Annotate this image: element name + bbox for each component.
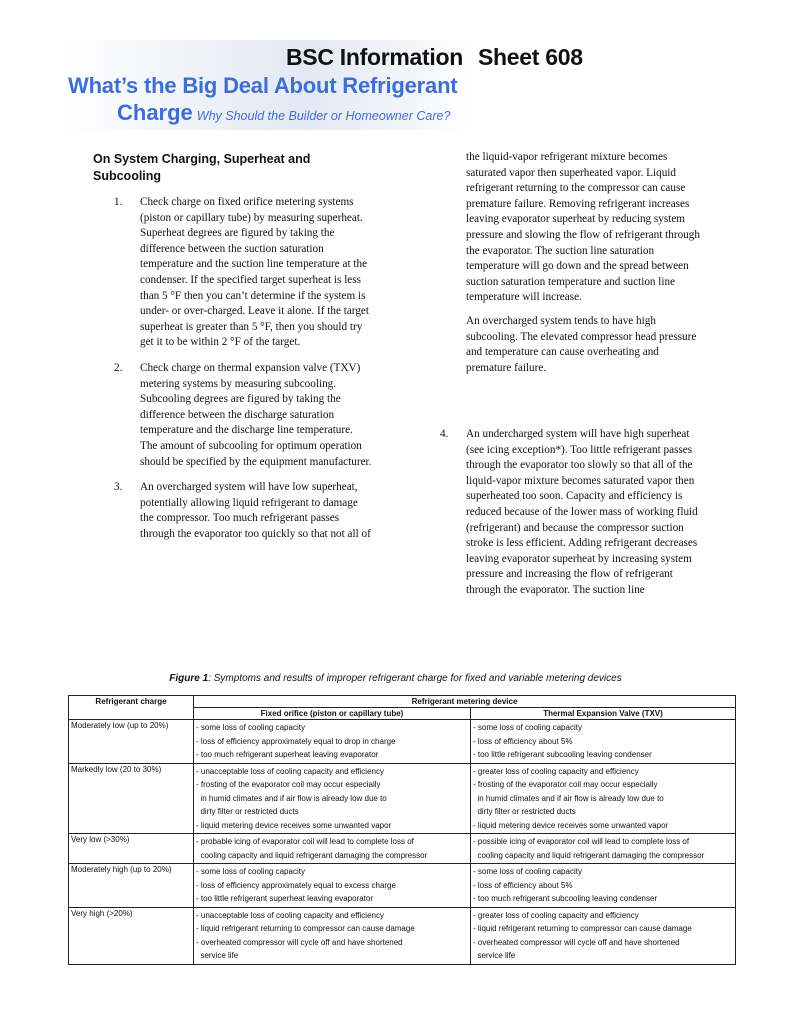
- cell-line: cooling capacity and liquid refrigerant damaging the compressor: [473, 850, 705, 860]
- right-column-list: [440, 427, 704, 609]
- list-item: [440, 427, 704, 599]
- cell-fixed: [194, 907, 471, 964]
- figure-caption-text: : Symptoms and results of improper refrigerant charge for fixed and variable metering devices: [208, 673, 622, 684]
- cell-line: - unacceptable loss of cooling capacity and efficiency: [196, 766, 384, 776]
- list-item-number: 4.: [440, 428, 449, 440]
- list-item-number: 2.: [114, 361, 123, 374]
- header-refrigerant-charge: Refrigerant charge: [69, 696, 194, 720]
- cell-charge: Moderately high (up to 20%): [69, 864, 194, 908]
- table-row: [69, 864, 736, 908]
- cell-charge: Very low (>30%): [69, 834, 194, 864]
- figure-label: Figure 1: [169, 673, 209, 684]
- cell-line: - unacceptable loss of cooling capacity and efficiency: [196, 910, 384, 920]
- cell-line: in humid climates and if air flow is already low due to: [196, 793, 387, 803]
- cell-line: service life: [473, 951, 516, 960]
- cell-line: dirty filter or restricted ducts: [473, 807, 576, 816]
- cell-line: dirty filter or restricted ducts: [196, 807, 299, 816]
- figure-caption: [0, 673, 791, 684]
- table-row: [69, 907, 736, 964]
- list-item: [114, 361, 372, 470]
- header-txv: Thermal Expansion Valve (TXV): [471, 708, 736, 720]
- list-item: [114, 480, 372, 542]
- list-item-text: Check charge on thermal expansion valve (TXV) metering systems by measuring subcooling. Subcooling degrees are figured by taking the difference between the discharge saturation temperature and the discharge line temperature. The amount of subcooling for optimum operation should be specified by the equipment manufacturer.: [140, 361, 372, 468]
- cell-charge: Markedly low (20 to 30%): [69, 763, 194, 834]
- cell-line: - too little refrigerant superheat leaving evaporator: [196, 894, 373, 903]
- list-item-text: An overcharged system will have low superheat, potentially allowing liquid refrigerant to damage the compressor. Too much refrigerant passes through the evaporator too quickly so that not all of: [140, 481, 371, 540]
- cell-line: - loss of efficiency approximately equal to drop in charge: [196, 736, 396, 746]
- cell-line: - some loss of cooling capacity: [196, 723, 305, 732]
- cell-line: - liquid refrigerant returning to compressor can cause damage: [473, 924, 692, 933]
- right-column: [466, 150, 704, 384]
- page-title-charge: Charge: [117, 100, 193, 125]
- sheet-number: Sheet 608: [478, 44, 583, 70]
- cell-txv: [471, 907, 736, 964]
- cell-line: - overheated compressor will cycle off and have shortened: [473, 937, 680, 947]
- table-body: [69, 720, 736, 965]
- cell-charge: Very high (>20%): [69, 907, 194, 964]
- cell-line: - some loss of cooling capacity: [196, 867, 305, 876]
- cell-fixed: [194, 720, 471, 764]
- page-title: What’s the Big Deal About Refrigerant: [68, 73, 458, 98]
- cell-line: service life: [196, 951, 239, 960]
- cell-line: - overheated compressor will cycle off and have shortened: [196, 937, 403, 947]
- cell-txv: [471, 720, 736, 764]
- cell-fixed: [194, 834, 471, 864]
- cell-line: - frosting of the evaporator coil may occur especially: [196, 780, 381, 789]
- cell-fixed: [194, 864, 471, 908]
- table-row: [69, 834, 736, 864]
- cell-line: - loss of efficiency about 5%: [473, 880, 573, 890]
- paragraph: An overcharged system tends to have high subcooling. The elevated compressor head pressure and temperature can cause overheating and premature failure.: [466, 314, 697, 374]
- cell-line: - some loss of cooling capacity: [473, 867, 582, 876]
- cell-line: - liquid refrigerant returning to compressor can cause damage: [196, 924, 415, 933]
- list-item-number: 3.: [114, 481, 123, 494]
- cell-line: - probable icing of evaporator coil will lead to complete loss of: [196, 837, 414, 846]
- list-item-number: 1.: [114, 196, 123, 208]
- table-row: [69, 720, 736, 764]
- cell-txv: [471, 834, 736, 864]
- cell-line: - frosting of the evaporator coil may occur especially: [473, 780, 658, 789]
- cell-line: - liquid metering device receives some unwanted vapor: [196, 820, 392, 830]
- header-fixed-orifice: Fixed orifice (piston or capillary tube): [194, 708, 471, 720]
- cell-line: - liquid metering device receives some unwanted vapor: [473, 820, 669, 830]
- cell-line: - greater loss of cooling capacity and efficiency: [473, 910, 639, 920]
- page-subtitle: Why Should the Builder or Homeowner Care?: [196, 109, 451, 123]
- cell-line: - greater loss of cooling capacity and efficiency: [473, 766, 639, 776]
- cell-fixed: [194, 763, 471, 834]
- page-title-line2: [117, 100, 450, 126]
- cell-line: - loss of efficiency approximately equal to excess charge: [196, 880, 396, 890]
- list-item: [114, 195, 372, 351]
- left-column: [114, 195, 372, 552]
- cell-txv: [471, 763, 736, 834]
- cell-line: - too much refrigerant superheat leaving evaporator: [196, 750, 379, 759]
- list-item-text: An undercharged system will have high superheat (see icing exception*). Too little refrigerant passes through the evaporator too slowly so that all of the liquid-vapor mixture becomes saturated vapor then superheated too soon. Capacity and efficiency is reduced because of the lower mass of working fluid (refrigerant) and because the compressor suction stroke is less efficient. Adding refrigerant decreases leaving evaporator superheat by increasing system pressure and increasing the flow of refrigerant through the evaporator. The suction line: [466, 428, 698, 596]
- section-heading: On System Charging, Superheat and Subcooling: [93, 152, 311, 183]
- cell-line: - possible icing of evaporator coil will lead to complete loss of: [473, 837, 690, 846]
- cell-line: in humid climates and if air flow is already low due to: [473, 793, 664, 803]
- cell-charge: Moderately low (up to 20%): [69, 720, 194, 764]
- cell-txv: [471, 864, 736, 908]
- paragraph: the liquid-vapor refrigerant mixture becomes saturated vapor then superheated vapor. Liquid refrigerant returning to the compressor can cause premature failure. Removing refrigerant increases leaving evaporator superheat by reducing system pressure and slowing the flow of refrigerant through the evaporator. The suction line saturation temperature will go down and the spread between suction saturation temperature and suction line temperature will increase.: [466, 151, 700, 304]
- table-row: [69, 763, 736, 834]
- header-metering-device: Refrigerant metering device: [194, 696, 736, 708]
- org-title: BSC Information: [286, 44, 463, 70]
- cell-line: - some loss of cooling capacity: [473, 723, 582, 732]
- cell-line: - loss of efficiency about 5%: [473, 736, 573, 746]
- cell-line: cooling capacity and liquid refrigerant damaging the compressor: [196, 850, 428, 860]
- cell-line: - too much refrigerant subcooling leaving condenser: [473, 894, 658, 903]
- symptoms-table: [68, 695, 736, 965]
- list-item-text: Check charge on fixed orifice metering systems (piston or capillary tube) by measuring superheat. Superheat degrees are figured by taking the difference between the suction saturation temperature and the suction line temperature at the condenser. If the specified target superheat is less than 5 °F then you can’t determine if the system is under- or over-charged. Leave it alone. If the target superheat is greater than 5 °F, then you should try get it to be within 2 °F of the target.: [140, 196, 369, 349]
- cell-line: - too little refrigerant subcooling leaving condenser: [473, 750, 652, 759]
